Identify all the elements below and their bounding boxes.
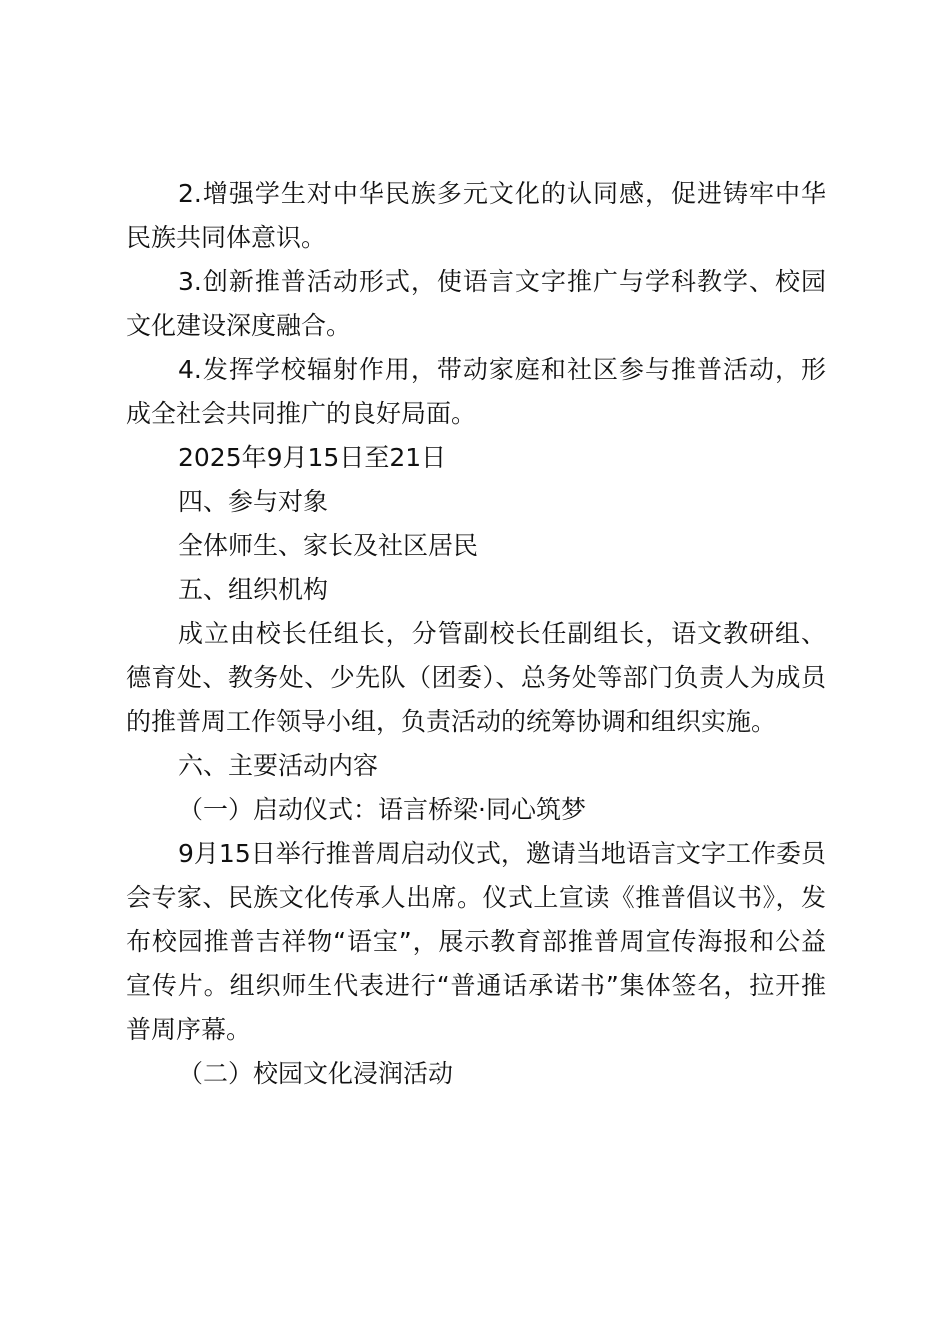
organization-text: 成立由校长任组长，分管副校长任副组长，语文教研组、德育处、教务处、少先队（团委）、总务处等部门负责人为成员的推普周工作领导小组，负责活动的统筹协调和组织实施。 xyxy=(126,619,826,736)
activity-dates: 2025年9月15日至21日 xyxy=(178,443,447,472)
section-heading-organization: 五、组织机构 xyxy=(178,575,329,604)
participants-text: 全体师生、家长及社区居民 xyxy=(178,531,479,560)
goal-item-3: 3.创新推普活动形式，使语言文字推广与学科教学、校园文化建设深度融合。 xyxy=(126,267,826,340)
goal-item-2: 2.增强学生对中华民族多元文化的认同感，促进铸牢中华民族共同体意识。 xyxy=(126,179,826,252)
launch-ceremony-text: 9月15日举行推普周启动仪式，邀请当地语言文字工作委员会专家、民族文化传承人出席。仪式上宣读《推普倡议书》，发布校园推普吉祥物“语宝”，展示教育部推普周宣传海报和公益宣传片。组织师生代表进行“普通话承诺书”集体签名，拉开推普周序幕。 xyxy=(126,839,826,1044)
section-heading-participants: 四、参与对象 xyxy=(178,487,329,516)
document-body xyxy=(126,172,826,1096)
subsection-heading-launch: （一）启动仪式：语言桥梁·同心筑梦 xyxy=(178,795,586,824)
section-heading-activities: 六、主要活动内容 xyxy=(178,751,379,780)
subsection-heading-campus-culture: （二）校园文化浸润活动 xyxy=(178,1059,454,1088)
goal-item-4: 4.发挥学校辐射作用，带动家庭和社区参与推普活动，形成全社会共同推广的良好局面。 xyxy=(126,355,826,428)
